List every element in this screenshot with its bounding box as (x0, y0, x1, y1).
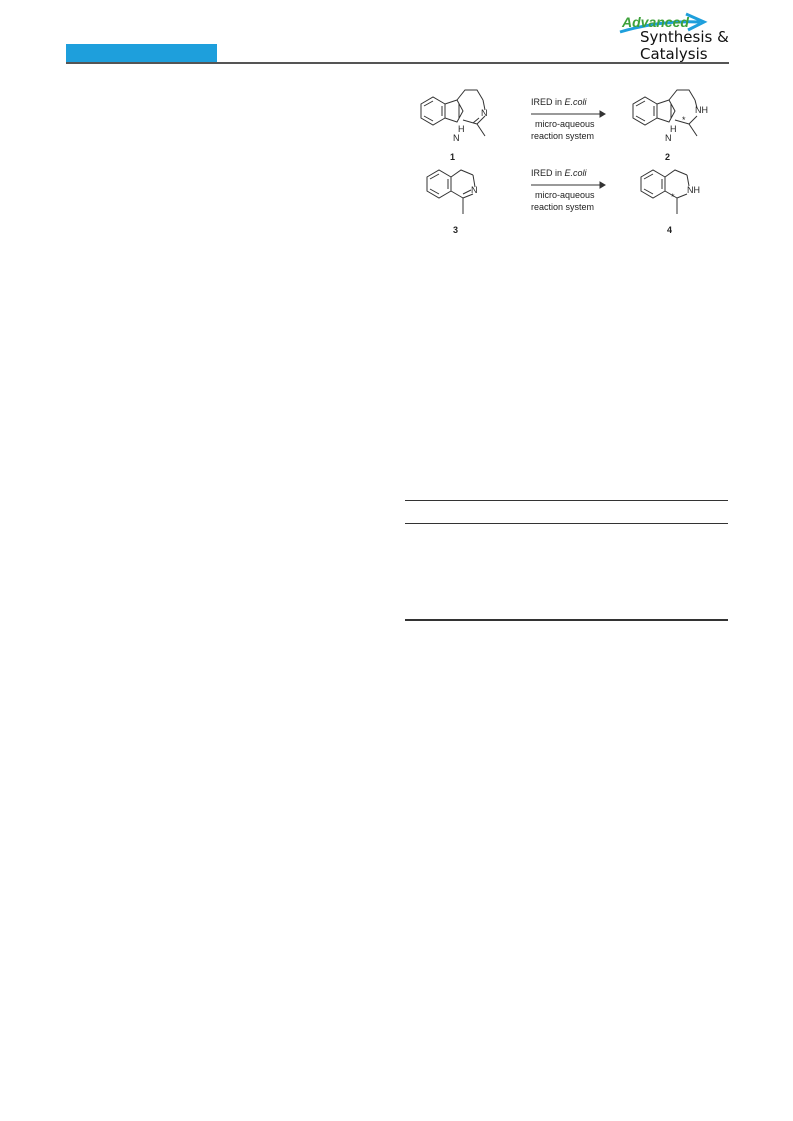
stereo-mark-2: * (682, 115, 686, 125)
compound-label-1: 1 (450, 152, 456, 162)
stereo-mark-4: * (671, 192, 675, 202)
atom-n-indole-2: N (665, 133, 672, 143)
compound-1-structure (421, 90, 485, 136)
logo-synthesis: Synthesis & (640, 28, 729, 46)
conditions-2-line1: micro-aqueous (535, 190, 595, 200)
compound-label-2: 2 (665, 152, 671, 162)
logo-advanced: Advanced (622, 14, 689, 30)
atom-nh-2: NH (695, 105, 708, 115)
compound-2-structure (633, 90, 697, 136)
atom-h-1: H (458, 124, 465, 134)
journal-header-bar (66, 44, 217, 62)
conditions-1-line2: reaction system (531, 131, 595, 141)
conditions-2-line2: reaction system (531, 202, 595, 212)
table-bottom-rule (405, 619, 728, 621)
table-top-rule (405, 500, 728, 501)
atom-nh-4: NH (687, 185, 700, 195)
compound-label-3: 3 (453, 225, 459, 235)
reaction-scheme (405, 82, 735, 257)
header-rule (66, 62, 729, 64)
journal-logo (610, 10, 740, 63)
compound-3-structure (427, 170, 475, 214)
compound-label-4: 4 (667, 225, 673, 235)
reagent-1: IRED in E.coli (531, 97, 587, 107)
reagent-2: IRED in E.coli (531, 168, 587, 178)
compound-4-structure (641, 170, 689, 214)
atom-n-1: N (481, 108, 488, 118)
atom-n-indole-1: N (453, 133, 460, 143)
atom-n-3: N (471, 185, 478, 195)
conditions-1-line1: micro-aqueous (535, 119, 595, 129)
atom-h-2: H (670, 124, 677, 134)
logo-catalysis: Catalysis (640, 45, 708, 63)
table-header-rule (405, 523, 728, 524)
